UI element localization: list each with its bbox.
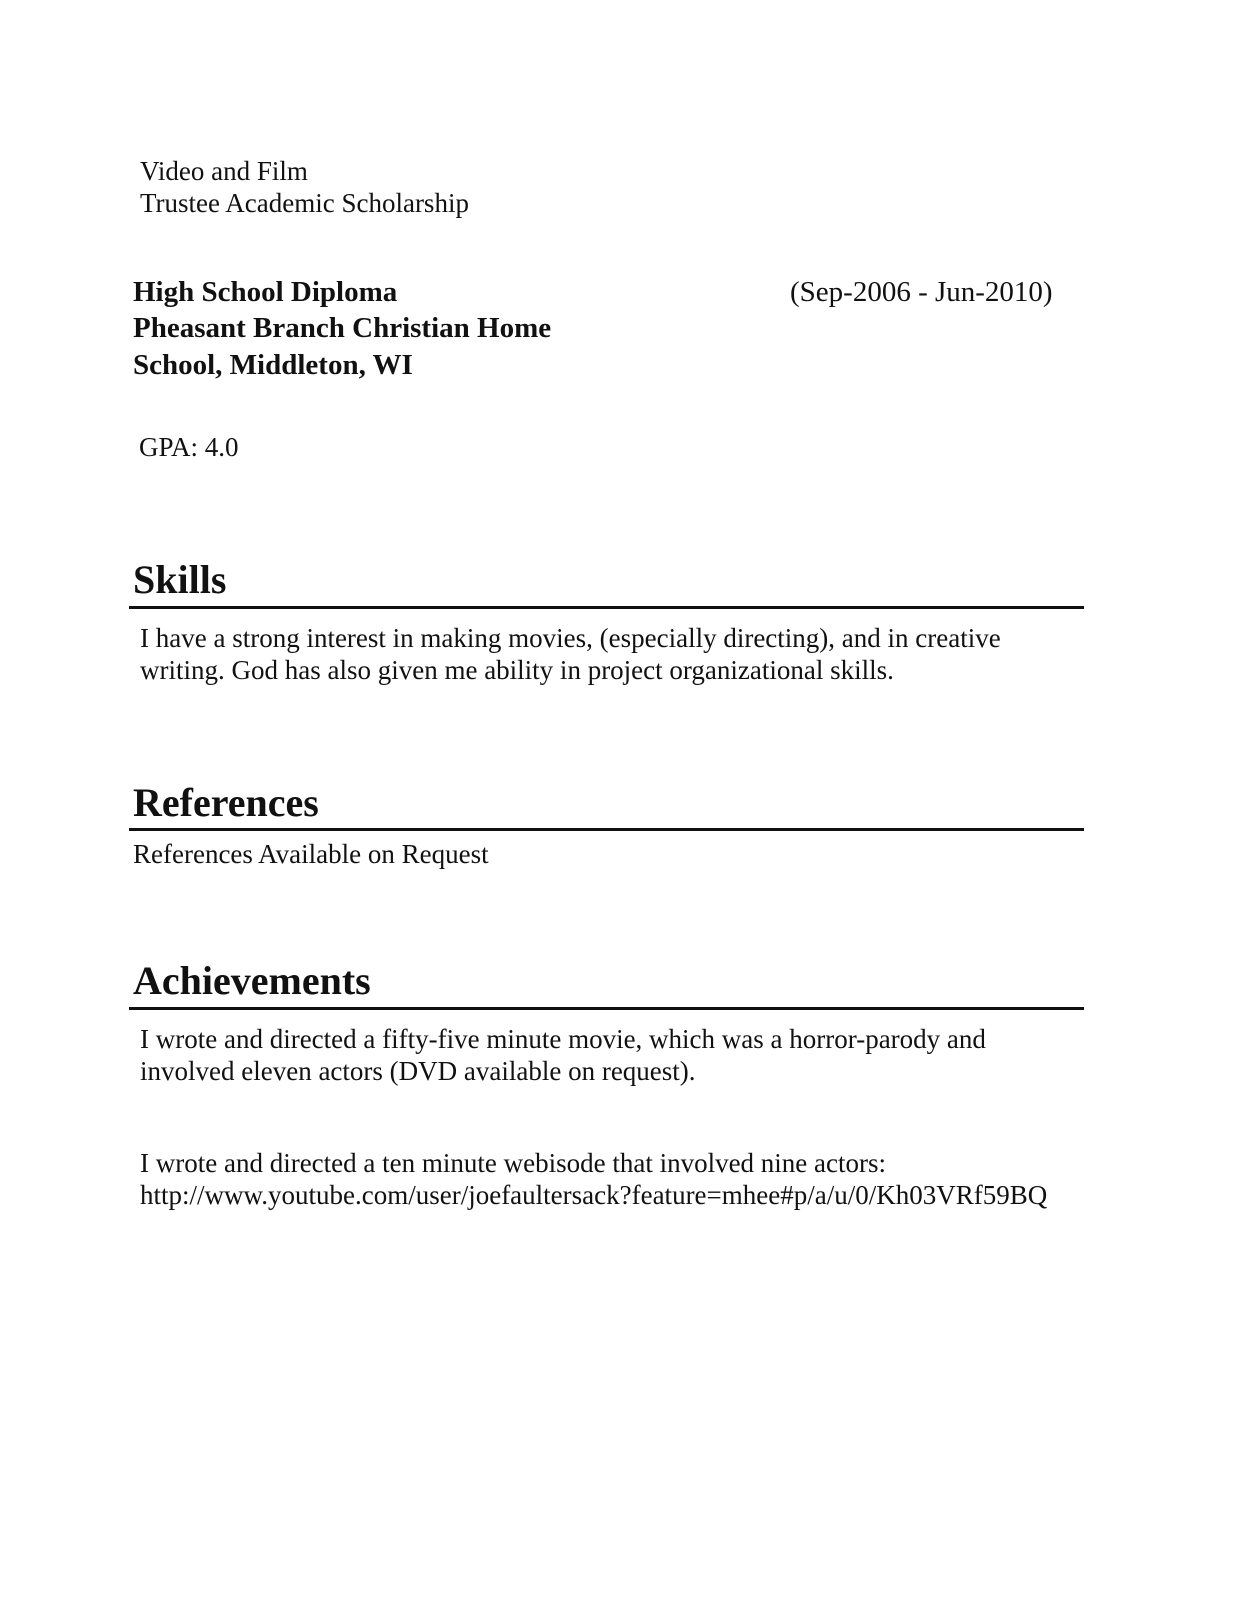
skills-heading: Skills — [133, 557, 227, 602]
education-dates: (Sep-2006 - Jun-2010) — [790, 276, 1053, 308]
skills-text-line-1: I have a strong interest in making movies, (especially directing), and in creative — [140, 623, 1001, 653]
achievements-heading: Achievements — [133, 958, 371, 1003]
achievements-divider — [129, 1007, 1084, 1010]
gpa: GPA: 4.0 — [139, 432, 239, 462]
skills-divider — [129, 606, 1084, 609]
references-heading: References — [133, 780, 319, 825]
scholarship-name: Trustee Academic Scholarship — [140, 188, 469, 218]
webisode-link[interactable]: http://www.youtube.com/user/joefaultersack?feature=mhee#p/a/u/0/Kh03VRf59BQ — [140, 1180, 1048, 1210]
achievement-1-line-1: I wrote and directed a fifty-five minute movie, which was a horror-parody and — [140, 1024, 986, 1054]
references-divider — [129, 828, 1084, 831]
skills-text-line-2: writing. God has also given me ability in project organizational skills. — [140, 655, 894, 685]
achievement-2-line-1: I wrote and directed a ten minute webisode that involved nine actors: — [140, 1148, 887, 1178]
references-text: References Available on Request — [133, 839, 489, 869]
school-name-line-2: School, Middleton, WI — [133, 349, 413, 381]
achievement-1-line-2: involved eleven actors (DVD available on request). — [140, 1056, 696, 1086]
program-name: Video and Film — [140, 156, 308, 186]
school-name-line-1: Pheasant Branch Christian Home — [133, 312, 552, 344]
degree-title: High School Diploma — [133, 276, 398, 308]
